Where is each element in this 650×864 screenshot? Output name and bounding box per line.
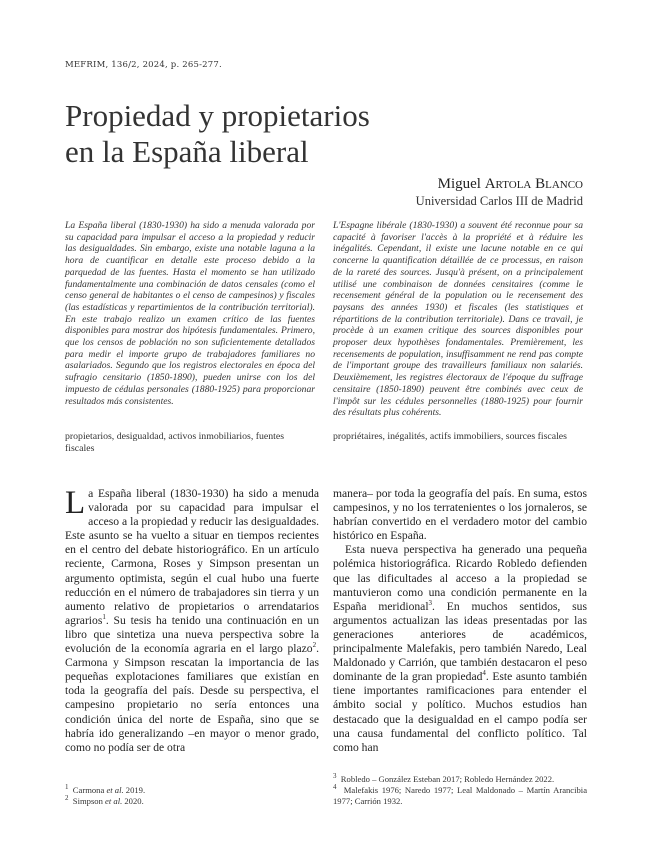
author-first-name: Miguel bbox=[437, 176, 485, 192]
keywords-french: propriétaires, inégalités, actifs immobiliers, sources fiscales bbox=[333, 431, 567, 442]
body-text: Esta nueva perspectiva ha generado una pequeña polémica historiográfica. Ricardo Robledo defienden que las dificultades al acceso a la propiedad se mantuvieron como una condición permanente en la España meridional bbox=[333, 543, 587, 613]
footnotes-left bbox=[65, 785, 315, 807]
abstract-french: L'Espagne libérale (1830-1930) a souvent été reconnue pour sa capacité à favoriser l'accès à la propriété et à réduire les inégalités. Cependant, il existe une lacune notable en ce qui concerne la quantification détaillée de ce processus, en raison de la rareté des sources. Jusqu'à présent, on a principalement utilisé une combinaison de données censitaires (comme le recensement général de la population ou le recensement des paysans des années 1930) et fiscales (les statistiques et répartitions de la contribution territoriale). Dans ce travail, je procède à un examen critique des sources disponibles pour proposer deux hypothèses fondamentales. Premièrement, les recensements de population, insuffisamment ne rend pas compte de l'important groupe des travailleurs familiaux non salariés. Deuxièmement, les registres électoraux de l'époque du suffrage censitaire (1850-1890) peuvent être combinés avec ceux de l'impôt sur les cédules personnelles (1880-1925) pour fournir des résultats plus cohérents. bbox=[333, 220, 583, 419]
footnote-text: 2019. bbox=[123, 785, 146, 795]
footnote bbox=[333, 785, 587, 807]
article-title bbox=[65, 98, 525, 170]
body-text: . En muchos sentidos, sus argumentos actualizan las ideas presentadas por las generaciones anteriores de académicos, principalmente Malefakis, pero también Naredo, Leal Maldonado y Carrión, que también destacaron el peso dominante de la gran propiedad bbox=[333, 599, 587, 684]
abstract-spanish: La España liberal (1830-1930) ha sido a menuda valorada por su capacidad para impulsar el acceso a la propiedad y reducir las desigualdades. Sin embargo, existe una notable laguna a la hora de cuantificar en detalle este proceso debido a la parquedad de las fuentes. Hasta el momento se han utilizado fundamentalmente una combinación de datos censales (como el censo general de habitantes o el censo de campesinos) y fiscales (las estadísticas y repartimientos de la contribución territorial). En este trabajo realizo un examen crítico de las fuentes disponibles para mostrar dos hipótesis fundamentales. Primero, que los censos de población no son suficientemente detallados para medir el importe grupo de trabajadores familiares no asalariados. Segundo que los registros electorales en época del sufragio censitario (1850-1890), pueden unirse con los del impuesto de cédulas personales (1880-1925) para proporcionar resultados más consistentes. bbox=[65, 220, 315, 407]
footnote-ref[interactable]: 1 bbox=[102, 612, 106, 621]
footnote-text: Simpson bbox=[72, 796, 106, 807]
body-paragraph bbox=[65, 487, 319, 755]
footnote-text: 2020. bbox=[122, 796, 144, 807]
body-paragraph bbox=[333, 543, 587, 754]
running-head: MEFRIM, 136/2, 2024, p. 265-277. bbox=[65, 60, 222, 70]
footnote bbox=[333, 774, 587, 785]
title-line-2: en la España liberal bbox=[65, 134, 309, 169]
footnote bbox=[65, 796, 315, 807]
footnote-ref[interactable]: 2 bbox=[312, 641, 317, 650]
author-affiliation: Universidad Carlos III de Madrid bbox=[415, 194, 583, 208]
footnote-ref[interactable]: 4 bbox=[482, 669, 486, 678]
footnote-number: 2 bbox=[65, 794, 69, 803]
drop-cap: L bbox=[65, 485, 86, 521]
author-block bbox=[416, 176, 583, 209]
author-name bbox=[416, 176, 583, 193]
footnote-text-italic: et al. bbox=[106, 785, 124, 795]
footnote-number: 1 bbox=[65, 783, 69, 792]
keywords-spanish: propietarios, desigualdad, activos inmobiliarios, fuentes fiscales bbox=[65, 431, 285, 454]
footnote-text: Robledo – González Esteban 2017; Robledo Hernández 2022. bbox=[340, 774, 555, 784]
author-last-name: Artola Blanco bbox=[484, 176, 583, 192]
footnotes-right bbox=[333, 774, 587, 808]
footnote-text: Malefakis 1976; Naredo 1977; Leal Maldonado – Martín Arancibia 1977; Carrión 1932. bbox=[333, 785, 588, 807]
footnote-number: 3 bbox=[333, 772, 337, 781]
body-text: a España liberal (1830-1930) ha sido a menuda valorada por su capacidad para impulsar el acceso a la propiedad y reducir las desigualdades. Este asunto se ha vuelto a situar en tiempos recientes en el centro del debate historiográfico. En un artículo reciente, Carmona, Roses y Simpson presentan un argumento optimista, según el cual hubo una fuerte reducción en el número de trabajadores sin tierra y un aumento relativo de propietarios o arrendatarios agrarios bbox=[65, 487, 319, 627]
body-column-right bbox=[333, 487, 587, 755]
body-paragraph: manera– por toda la geografía del país. En suma, estos campesinos, y no los terratenientes o los jornaleros, se habrían convertido en el verdadero motor del cambio histórico en España. bbox=[333, 487, 587, 543]
body-text: . Su tesis ha tenido una continuación en un libro que sintetiza una nueva perspectiva sobre la evolución de la economía agraria en el largo plazo bbox=[65, 613, 319, 656]
body-column-left bbox=[65, 487, 319, 755]
footnote-ref[interactable]: 3 bbox=[428, 598, 433, 607]
footnote-text-italic: et al. bbox=[105, 796, 123, 807]
body-text: . Este asunto también tiene importantes ramificaciones para entender el ámbito social y político. Muchos estudios han destacado que la desigualdad en el campo podía ser una causa fundamental del conflicto político. Tal como han bbox=[333, 670, 587, 754]
footnote-text: Carmona bbox=[72, 785, 107, 795]
title-line-1: Propiedad y propietarios bbox=[65, 98, 370, 133]
body-text: . Carmona y Simpson rescatan la importancia de las pequeñas explotaciones familiares que existían en toda la geografía del país. Desde su perspectiva, el campesino propietario no sería entonces una condición única del norte de España, sino que se habría ido generalizando –en mayor o menor grado, como no podía ser de otra bbox=[65, 642, 319, 754]
footnote bbox=[65, 785, 315, 796]
footnote-number: 4 bbox=[333, 783, 337, 792]
